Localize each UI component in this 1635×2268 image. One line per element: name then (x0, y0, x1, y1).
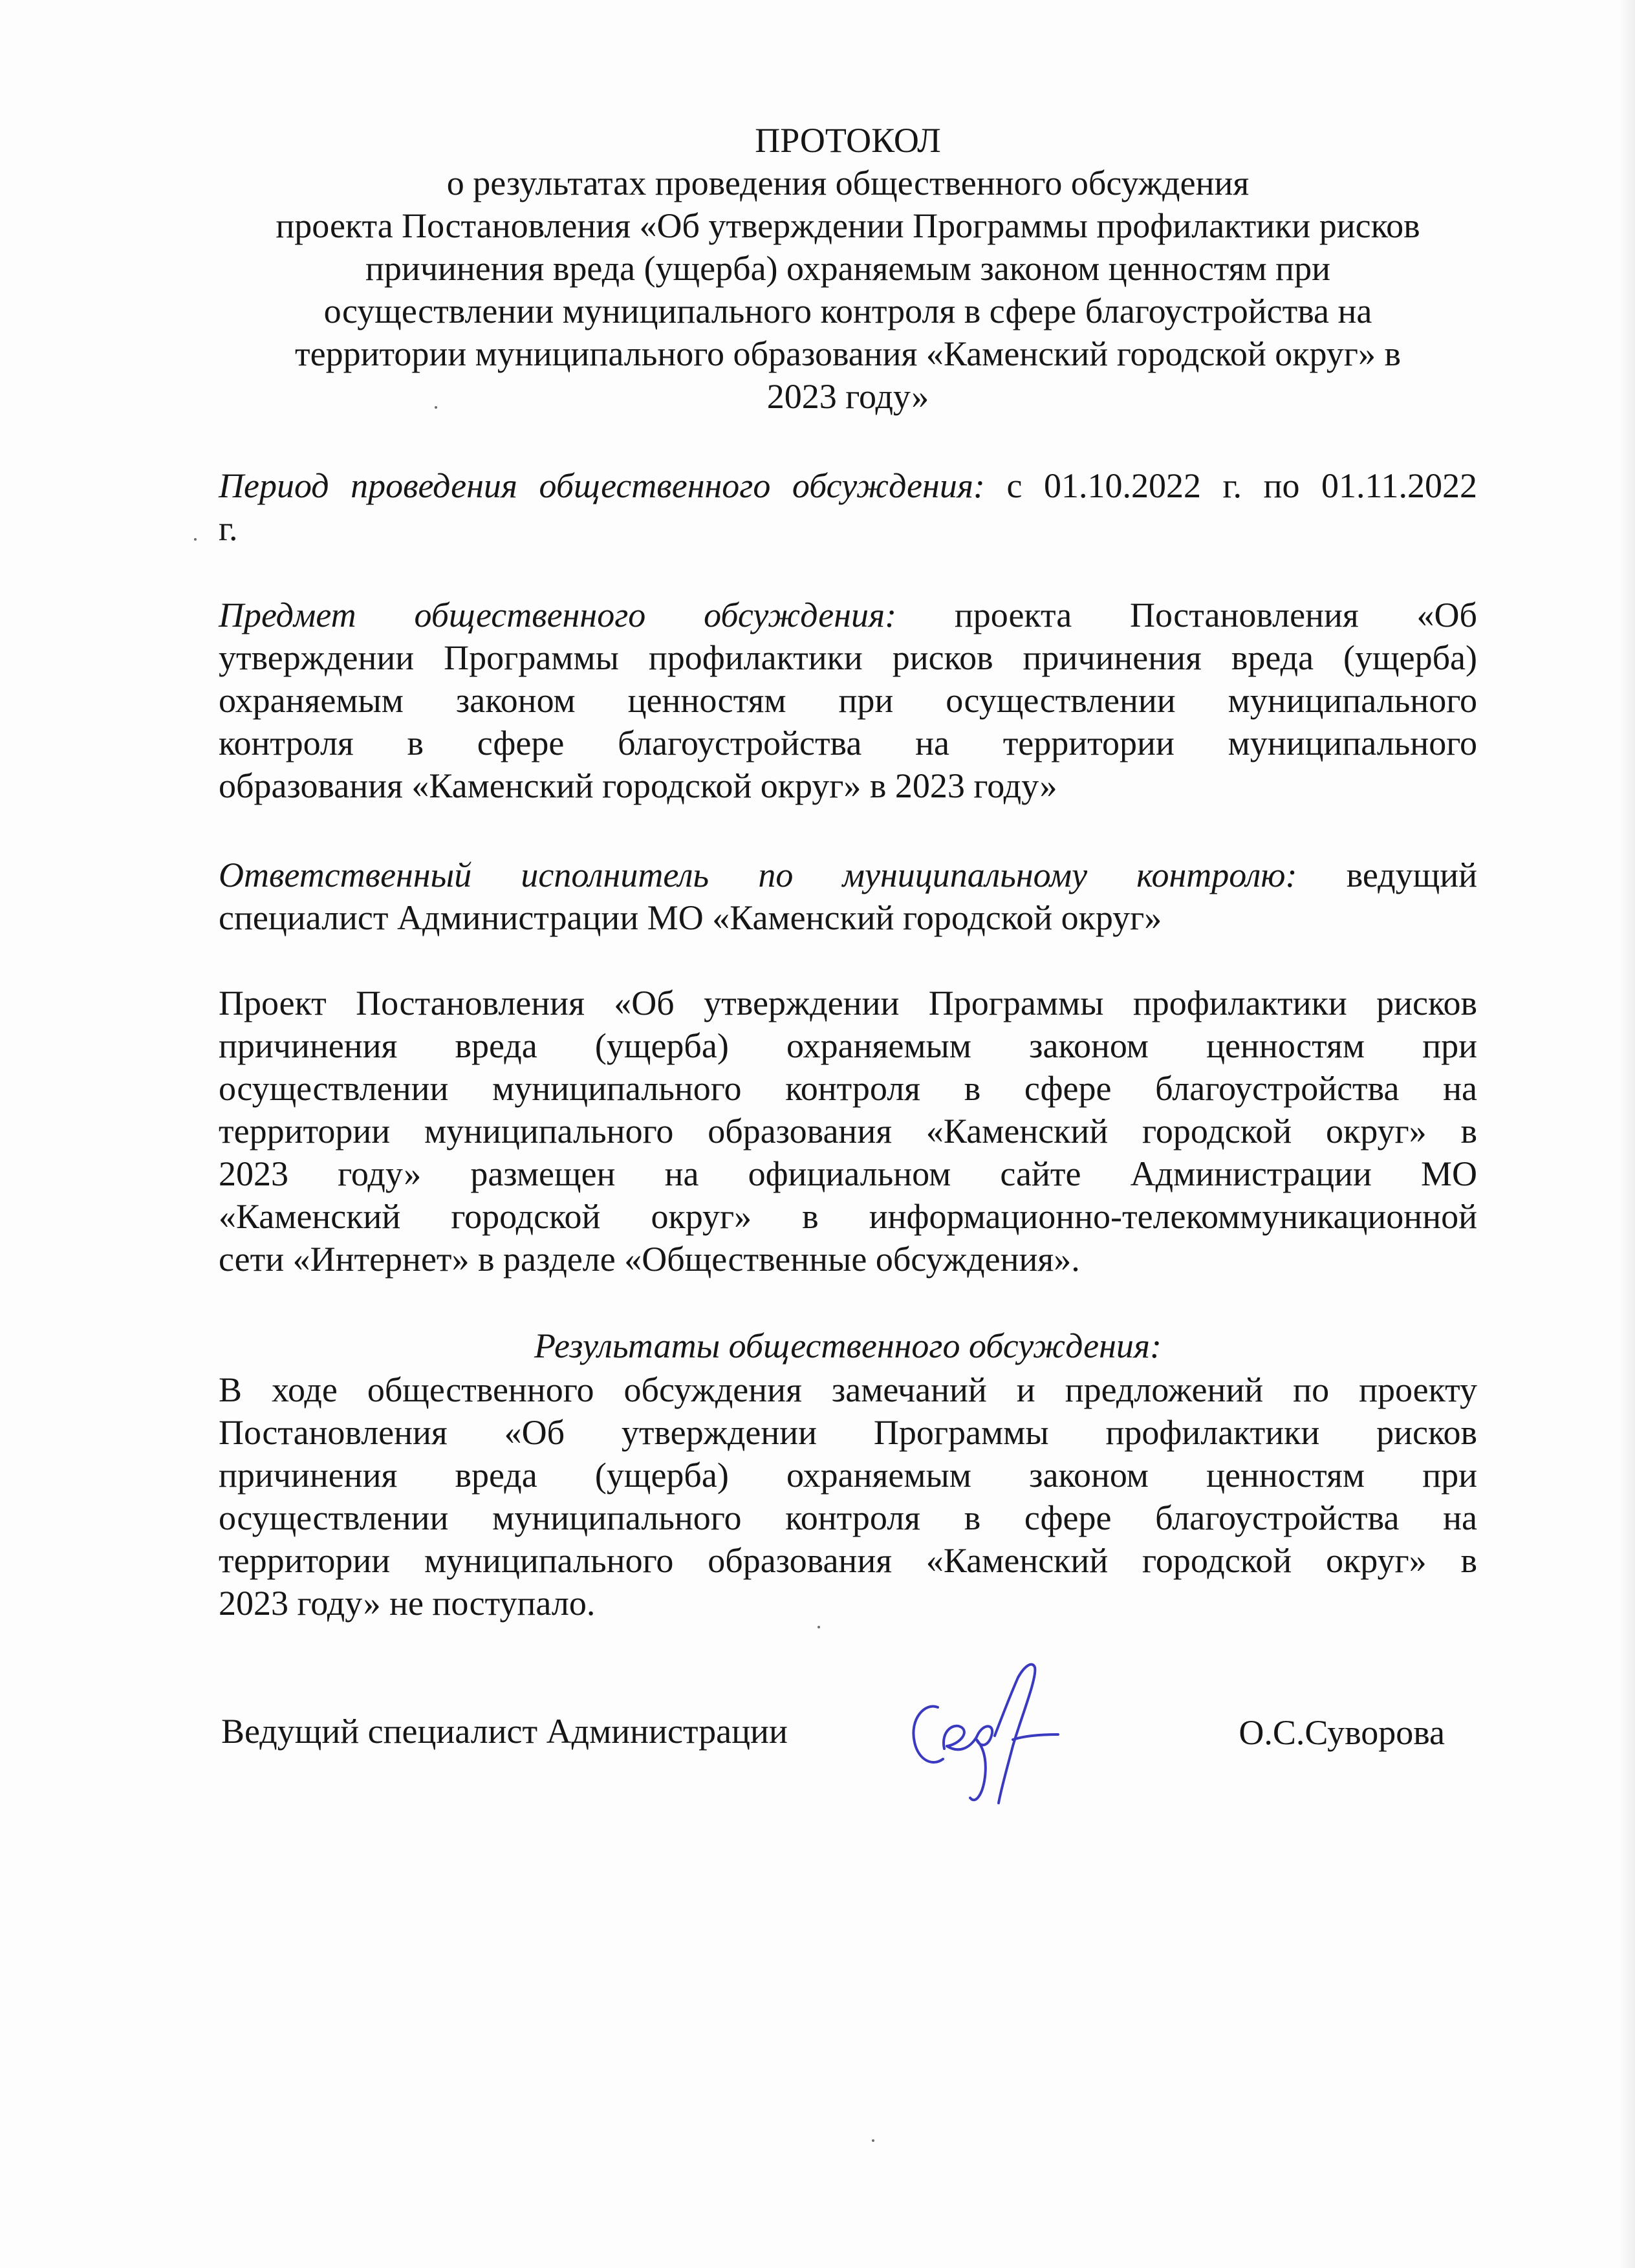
scan-speck (817, 1626, 820, 1628)
subject-line (219, 594, 1477, 636)
header-line: 2023 году» (766, 377, 929, 416)
scan-speck (872, 2139, 874, 2142)
header-line: осуществлении муниципального контроля в сфере благоустройства на (323, 292, 1372, 330)
period-line (219, 464, 1477, 507)
project-info-section (219, 982, 1477, 1280)
header-line: проекта Постановления «Об утверждении Программы профилактики рисков (276, 206, 1420, 245)
period-value-continued: г. (219, 509, 238, 548)
header-line: территории муниципального образования «Каменский городской округ» в (295, 334, 1401, 373)
responsible-line: специалист Администрации МО «Каменский городской округ» (219, 898, 1162, 937)
subject-text-start: проекта Постановления «Об (896, 596, 1478, 634)
results-section (219, 1368, 1477, 1625)
signoff-row (219, 1707, 1477, 1785)
subject-line: образования «Каменский городской округ» в 2023 году» (219, 766, 1057, 805)
scan-speck (194, 538, 197, 541)
period-label: Период проведения общественного обсуждения: (219, 466, 985, 505)
responsible-text-start: ведущий (1297, 856, 1477, 894)
subject-line: утверждении Программы профилактики рисков причинения вреда (ущерба) (219, 638, 1477, 677)
subject-line: охраняемым законом ценностям при осуществлении муниципального (219, 681, 1477, 720)
results-line: причинения вреда (ущерба) охраняемым законом ценностям при (219, 1456, 1477, 1495)
project-info-line: Проект Постановления «Об утверждении Программы профилактики рисков (219, 984, 1477, 1022)
results-line: территории муниципального образования «Каменский городской округ» в (219, 1541, 1477, 1580)
project-info-line: причинения вреда (ущерба) охраняемым законом ценностям при (219, 1026, 1477, 1065)
header-line: причинения вреда (ущерба) охраняемым законом ценностям при (365, 249, 1330, 288)
project-info-line: сети «Интернет» в разделе «Общественные обсуждения». (219, 1240, 1080, 1279)
document-title: ПРОТОКОЛ (755, 121, 941, 160)
period-value: с 01.10.2022 г. по 01.11.2022 (984, 466, 1477, 505)
period-section (219, 464, 1477, 550)
subject-section (219, 594, 1477, 807)
project-info-line: «Каменский городской округ» в информационно-телекоммуникационной (219, 1197, 1477, 1236)
scan-speck (435, 406, 437, 409)
subject-label: Предмет общественного обсуждения: (219, 596, 897, 634)
results-line: Постановления «Об утверждении Программы профилактики рисков (219, 1413, 1477, 1452)
project-info-line: территории муниципального образования «Каменский городской округ» в (219, 1112, 1477, 1150)
signer-position: Ведущий специалист Администрации (221, 1712, 788, 1751)
results-line: 2023 году» не поступало. (219, 1584, 596, 1623)
responsible-label: Ответственный исполнитель по муниципальному контролю: (219, 856, 1297, 894)
results-line: осуществлении муниципального контроля в сфере благоустройства на (219, 1498, 1477, 1537)
signer-name: О.С.Суворова (1239, 1713, 1445, 1752)
responsible-line (219, 854, 1477, 896)
subject-line: контроля в сфере благоустройства на территории муниципального (219, 724, 1477, 762)
header-line: о результатах проведения общественного обсуждения (446, 164, 1250, 202)
project-info-line: 2023 году» размещен на официальном сайте Администрации МО (219, 1154, 1477, 1193)
project-info-line: осуществлении муниципального контроля в сфере благоустройства на (219, 1069, 1477, 1108)
results-line: В ходе общественного обсуждения замечаний и предложений по проекту (219, 1370, 1477, 1409)
results-title: Результаты общественного обсуждения: (534, 1326, 1162, 1365)
handwritten-signature (904, 1652, 1072, 1813)
document-header (219, 119, 1477, 418)
responsible-section (219, 854, 1477, 939)
page-edge-shadow (1618, 0, 1635, 2268)
